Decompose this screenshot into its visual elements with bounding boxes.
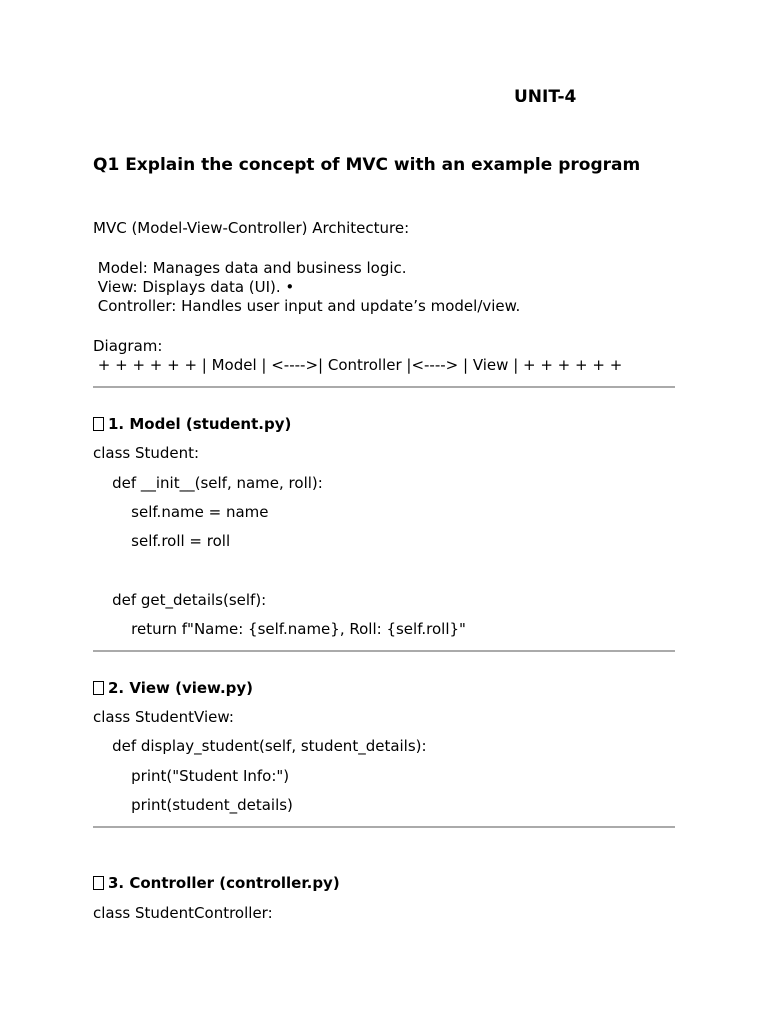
intro-text: MVC (Model-View-Controller) Architecture: [93,219,410,237]
point-controller: Controller: Handles user input and update’s model/view. [93,297,521,315]
question-title: Q1 Explain the concept of MVC with an example program [93,155,641,175]
code-line: self.roll = roll [93,532,231,550]
diagram-line: + + + + + + | Model | <---->| Controller |<----> | View | + + + + + + [93,356,623,374]
diagram-label: Diagram: [93,337,163,355]
unit-heading: UNIT-4 [514,87,577,107]
section-heading-model: 1. Model (student.py) [93,415,291,433]
code-line: def display_student(self, student_details): [93,737,427,755]
point-view: View: Displays data (UI). • [93,278,295,296]
code-line: def __init__(self, name, roll): [93,474,323,492]
point-model: Model: Manages data and business logic. [93,259,407,277]
section-heading-view: 2. View (view.py) [93,679,253,697]
missing-glyph-icon [93,681,104,695]
code-line: class Student: [93,444,200,462]
code-line: class StudentView: [93,708,234,726]
code-line: return f"Name: {self.name}, Roll: {self.roll}" [93,620,466,638]
code-line: print("Student Info:") [93,767,290,785]
code-line: class StudentController: [93,904,273,922]
missing-glyph-icon [93,417,104,431]
code-line: def get_details(self): [93,591,267,609]
divider [93,826,675,828]
section-heading-controller: 3. Controller (controller.py) [93,874,340,892]
missing-glyph-icon [93,876,104,890]
code-line: print(student_details) [93,796,293,814]
code-line: self.name = name [93,503,269,521]
divider [93,650,675,652]
divider [93,386,675,388]
